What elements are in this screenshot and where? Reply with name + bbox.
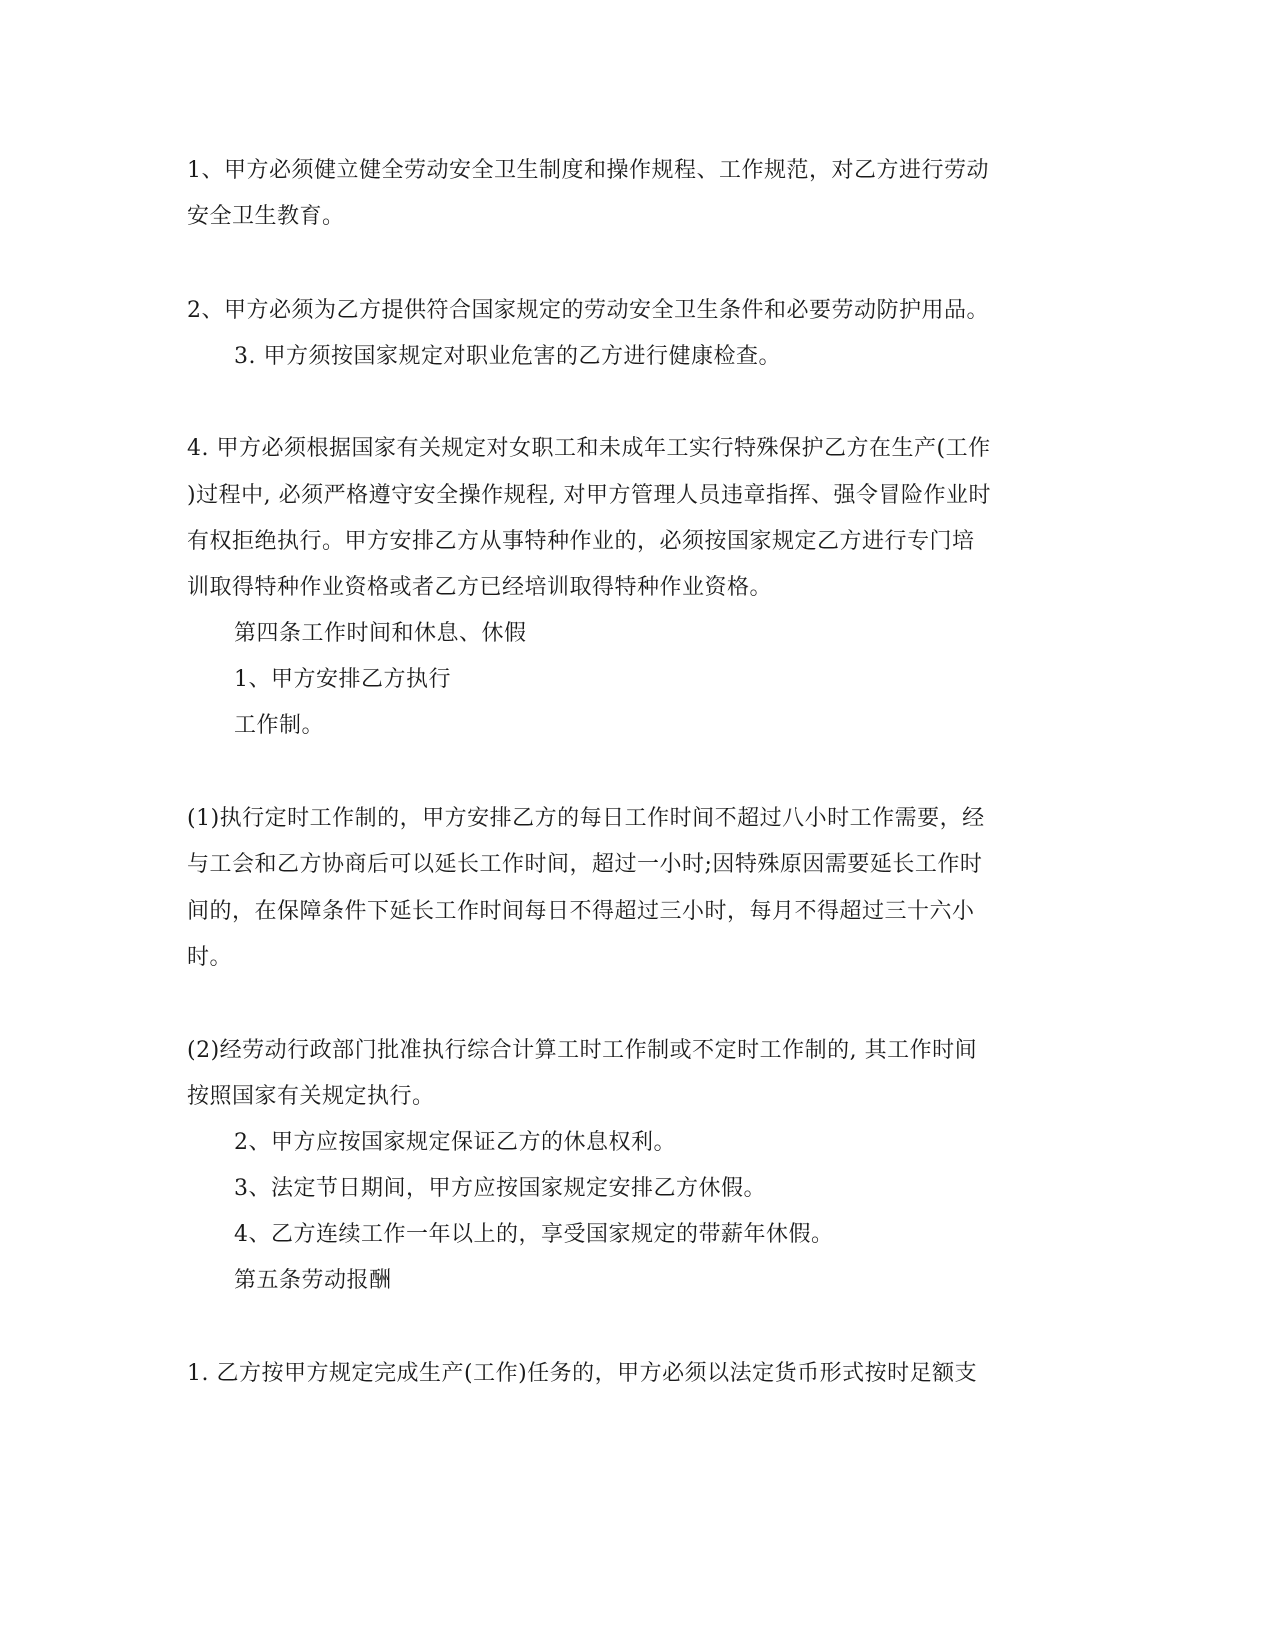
clause-4-1-2-line-2: 按照国家有关规定执行。 [187,1084,435,1109]
clause-4-1-1-line-2: 与工会和乙方协商后可以延长工作时间，超过一小时;因特殊原因需要延长工作时 [187,852,983,877]
clause-3-4-line-4: 训取得特种作业资格或者乙方已经培训取得特种作业资格。 [187,575,773,600]
clause-4-3: 3、法定节日期间，甲方应按国家规定安排乙方休假。 [234,1176,766,1201]
clause-4-1-2-line-1: (2)经劳动行政部门批准执行综合计算工时工作制或不定时工作制的, 其工作时间 [187,1038,978,1063]
article-5-heading: 第五条劳动报酬 [234,1268,392,1293]
clause-3-1-line-2: 安全卫生教育。 [187,204,345,229]
clause-4-4: 4、乙方连续工作一年以上的，享受国家规定的带薪年休假。 [234,1222,834,1247]
clause-4-1: 1、甲方安排乙方执行 [234,667,451,692]
clause-4-1-continued: 工作制。 [234,713,325,738]
article-4-heading: 第四条工作时间和休息、休假 [234,621,527,646]
clause-3-2: 2、甲方必须为乙方提供符合国家规定的劳动安全卫生条件和必要劳动防护用品。 [187,298,989,323]
clause-3-3: 3. 甲方须按国家规定对职业危害的乙方进行健康检查。 [234,344,781,369]
clause-5-1-line-1: 1. 乙方按甲方规定完成生产(工作)任务的，甲方必须以法定货币形式按时足额支 [187,1361,978,1386]
clause-3-4-line-3: 有权拒绝执行。甲方安排乙方从事特种作业的，必须按国家规定乙方进行专门培 [187,529,975,554]
clause-4-1-1-line-3: 间的，在保障条件下延长工作时间每日不得超过三小时，每月不得超过三十六小 [187,899,975,924]
clause-3-1-line-1: 1、甲方必须健立健全劳动安全卫生制度和操作规程、工作规范，对乙方进行劳动 [187,158,989,183]
clause-4-1-1-line-1: (1)执行定时工作制的，甲方安排乙方的每日工作时间不超过八小时工作需要，经 [187,806,985,831]
clause-3-4-line-1: 4. 甲方必须根据国家有关规定对女职工和未成年工实行特殊保护乙方在生产(工作 [187,436,991,461]
clause-3-4-line-2: )过程中, 必须严格遵守安全操作规程, 对甲方管理人员违章指挥、强令冒险作业时 [187,483,992,508]
clause-4-2: 2、甲方应按国家规定保证乙方的休息权利。 [234,1130,676,1155]
clause-4-1-1-line-4: 时。 [187,945,233,970]
